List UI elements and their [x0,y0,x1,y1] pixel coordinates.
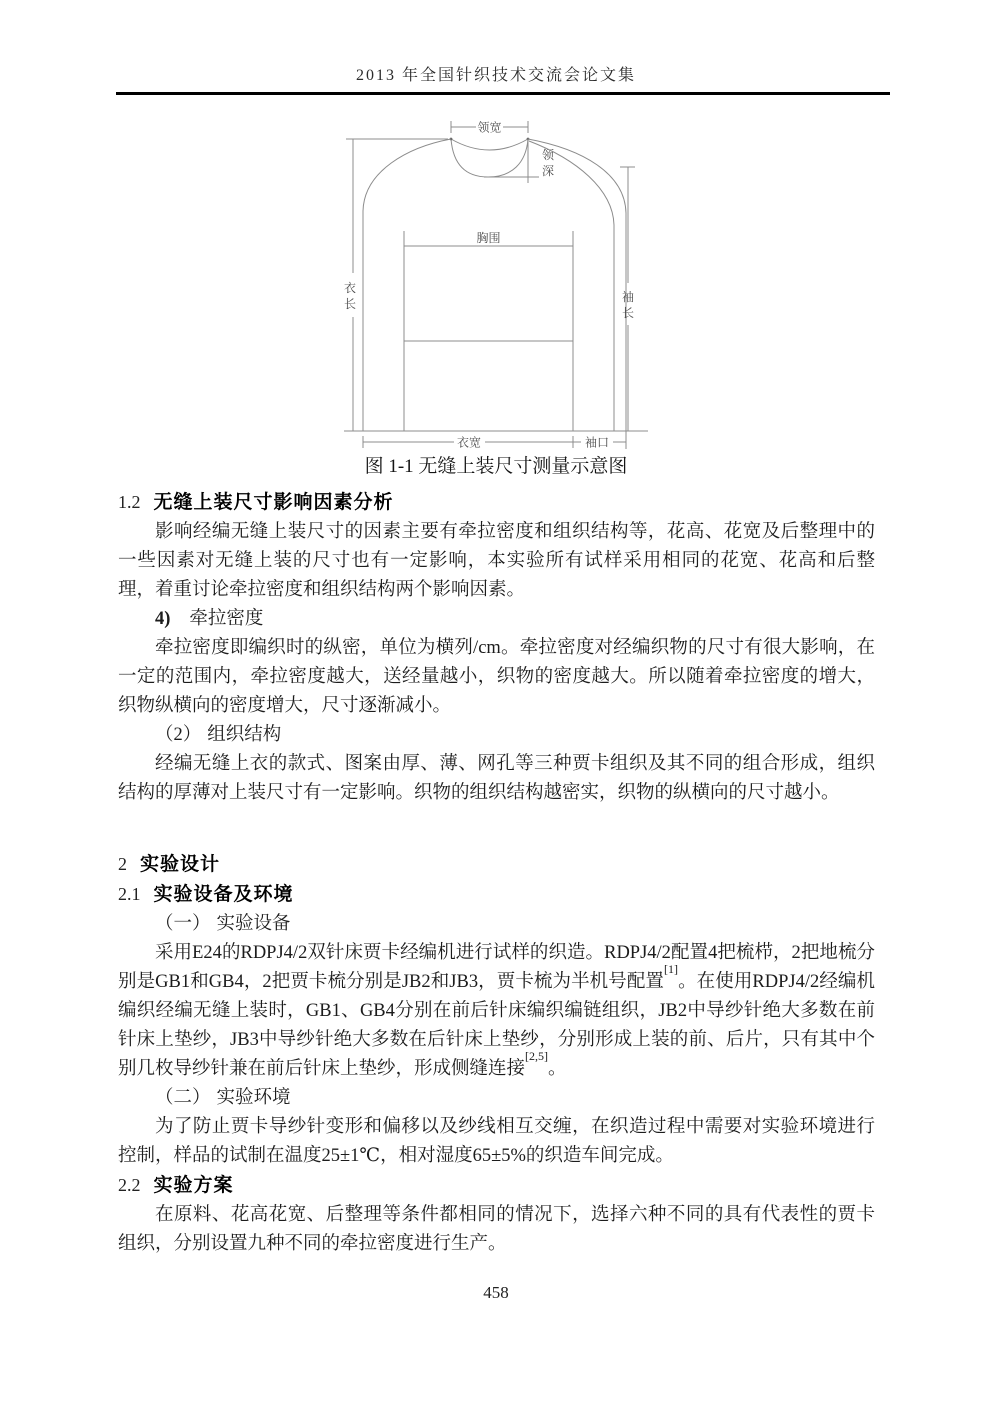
cuff-label: 袖口 [584,435,610,450]
heading-2-2 [118,1171,875,1201]
garment-outline [344,139,648,449]
collar-width-label: 领宽 [477,120,502,135]
sleeve-length-dimension [620,167,635,431]
sleeve-length-label-bottom: 长 [621,306,635,320]
heading-2-1-title: 实验设备及环境 [153,884,294,905]
subheading-density-title: 牵拉密度 [189,609,264,629]
paragraph-equipment [118,939,875,1084]
chest-label: 胸围 [476,231,501,245]
subheading-density-label: 4) [155,609,171,629]
subheading-environment-title: 实验环境 [216,1088,291,1108]
heading-1-2-number: 1.2 [118,492,141,512]
subheading-equipment-title: 实验设备 [216,914,291,934]
collar-width-dimension [451,120,528,135]
paragraph-density: 牵拉密度即编织时的纵密，单位为横列/cm。牵拉密度对经编织物的尺寸有很大影响，在一定的范围内，牵拉密度越大，送经量越小，织物的密度越大。所以随着牵拉密度的增大，织物纵横向的密度增大，尺寸逐渐减小。 [118,638,875,716]
heading-1-2 [118,488,875,518]
neckline [450,138,530,177]
subheading-structure-title: 组织结构 [207,725,282,745]
heading-2-1-number: 2.1 [118,884,141,904]
figure-1-1 [0,111,992,454]
heading-1-2-title: 无缝上装尺寸影响因素分析 [153,492,394,513]
subheading-structure-label: （2） [155,725,202,745]
garment-width-dimension [363,436,573,450]
collar-depth-label-top: 领 [541,148,555,162]
page-header [0,0,992,88]
heading-2-1 [118,880,875,910]
citation-1: [1] [663,961,678,976]
torso-lines [404,230,573,431]
journal-title: 2013 年全国针织技术交流会论文集 [355,67,636,84]
garment-length-label-top: 衣 [343,281,357,295]
page-number: 458 [483,1283,509,1302]
subheading-structure [118,721,875,750]
subheading-equipment [118,910,875,939]
sleeve-length-label-top: 袖 [621,290,635,304]
body-content [118,488,875,1259]
garment-diagram [336,111,656,454]
heading-2-2-title: 实验方案 [153,1175,234,1196]
garment-length-label-bottom: 长 [343,297,357,311]
paragraph-structure: 经编无缝上衣的款式、图案由厚、薄、网孔等三种贾卡组织及其不同的组合形成，组织结构的厚薄对上装尺寸有一定影响。织物的组织结构越密实，织物的纵横向的尺寸越小。 [118,754,875,803]
equipment-text-3: 。 [548,1059,567,1079]
garment-width-label: 衣宽 [456,435,482,450]
collar-depth-label-bottom: 深 [541,164,555,178]
heading-2-title: 实验设计 [140,854,221,875]
figure-caption: 图 1-1 无缝上装尺寸测量示意图 [364,456,628,477]
heading-2 [118,850,875,880]
paragraph-factors: 影响经编无缝上装尺寸的因素主要有牵拉密度和组织结构等，花高、花宽及后整理中的一些因素对无缝上装的尺寸也有一定影响，本实验所有试样采用相同的花宽、花高和后整理，着重讨论牵拉密度和组织结构两个影响因素。 [118,522,875,600]
subheading-equipment-label: （一） [155,914,211,934]
paragraph-environment: 为了防止贾卡导纱针变形和偏移以及纱线相互交缠，在织造过程中需要对实验环境进行控制，样品的试制在温度25±1℃，相对湿度65±5%的织造车间完成。 [118,1117,875,1166]
subheading-environment-label: （二） [155,1088,211,1108]
citation-2-5: [2,5] [525,1048,549,1063]
equipment-text-1: 采用E24的RDPJ4/2双针床贾卡经编机进行试样的织造。RDPJ4/2配置4把梳栉，2把地梳分别是GB1和GB4，2把贾卡梳分别是JB2和JB3，贾卡梳为半机号配置 [118,943,875,992]
equipment-text-2: 。在使用RDPJ4/2经编机编织经编无缝上装时，GB1、GB4分别在前后针床编织编链组织，JB2中导纱针绝大多数在前针床上垫纱，JB3中导纱针绝大多数在后针床上垫纱，分别形成上装的前、后片，只有其中个别几枚导纱针兼在前后针床上垫纱，形成侧缝连接 [118,972,875,1079]
cuff-dimension [573,435,626,450]
subheading-environment [118,1084,875,1113]
heading-2-number: 2 [118,854,127,874]
subheading-density [118,605,875,634]
header-rule [116,92,890,95]
heading-2-2-number: 2.2 [118,1175,141,1195]
garment-length-dimension [344,139,448,431]
paragraph-scheme: 在原料、花高花宽、后整理等条件都相同的情况下，选择六种不同的具有代表性的贾卡组织，分别设置九种不同的牵拉密度进行生产。 [118,1205,875,1254]
